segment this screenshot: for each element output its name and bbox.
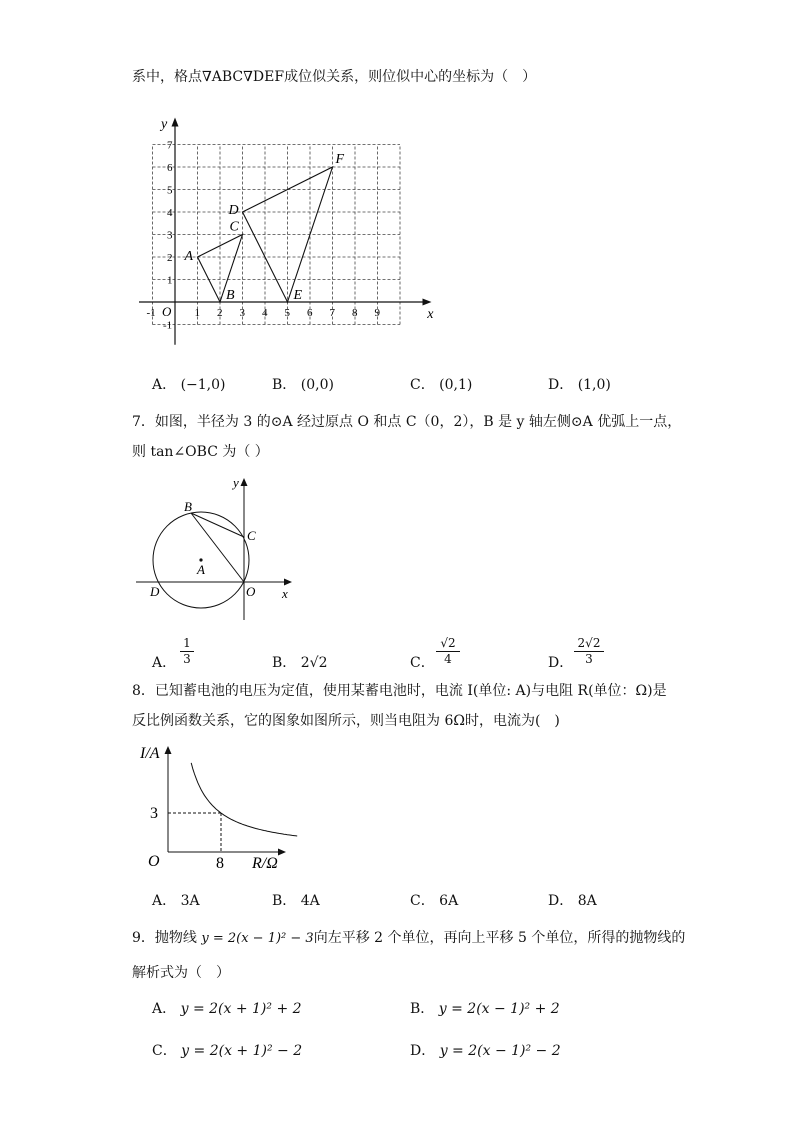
y-tick-label: 4 [167,207,173,219]
x-tick-label: -1 [146,307,156,319]
q6-option-b[interactable]: B． (0,0) [272,377,334,393]
y-axis-label: y [161,117,168,132]
q9-stem-line2: 解析式为（ ） [132,965,230,981]
q7-circle-figure [130,470,310,630]
point-label-d: D [228,203,239,218]
origin-label: O [162,304,172,319]
q8-option-c[interactable]: C． 6A [410,893,459,909]
y-tick-label: 1 [167,274,173,287]
q7-label-y: y [233,475,239,490]
q8-x-axis-label: R/Ω [252,855,278,872]
q7-option-b[interactable]: B． 2√2 [272,655,328,671]
q6-option-d[interactable]: D． (1,0) [548,377,611,393]
q8-option-a[interactable]: A． 3A [152,893,200,909]
point-label-f: F [335,152,345,167]
q7-label-d: D [150,584,160,599]
q9-option-c[interactable]: C． y = 2(x + 1)² − 2 [152,1043,303,1059]
point-label-b: B [226,288,235,303]
q8-origin: O [148,853,160,870]
y-tick-label: 7 [167,139,173,152]
x-tick-label: 7 [329,307,335,319]
y-tick-label: 2 [167,252,173,264]
q8-tick-y: 3 [150,805,158,822]
q7-label-b: B [184,499,192,514]
x-tick-label: 1 [194,307,200,319]
y-tick-label: 6 [167,162,173,174]
q6-grid-figure [140,112,434,362]
x-tick-label: 3 [239,307,245,319]
q7-label-x: x [282,586,288,601]
q8-tick-x: 8 [216,855,224,872]
y-tick-label: 5 [167,184,173,197]
point-label-a: A [184,249,194,264]
q8-stem-line2: 反比例函数关系，它的图象如图所示，则当电阻为 6Ω时，电流为( ) [132,713,560,729]
q8-option-d[interactable]: D． 8A [548,893,597,909]
q7-stem-line2: 则 tan∠OBC 为（ ） [132,444,269,460]
point-label-e: E [293,288,303,303]
q9-option-b[interactable]: B． y = 2(x − 1)² + 2 [410,1001,560,1017]
x-tick-label: 9 [374,307,380,319]
q8-stem-line1: 8．已知蓄电池的电压为定值，使用某蓄电池时，电流 I(单位: A)与电阻 R(单位：Ω)是 [132,683,667,699]
x-tick-label: 8 [352,307,358,319]
x-tick-label: 2 [217,307,223,319]
x-tick-label: 6 [307,307,313,319]
q9-option-d[interactable]: D． y = 2(x − 1)² − 2 [410,1043,561,1059]
q9-option-a[interactable]: A． y = 2(x + 1)² + 2 [152,1001,302,1017]
x-tick-label: 4 [262,307,268,319]
q6-stem: 系中，格点∇ABC∇DEF成位似关系，则位似中心的坐标为（ ） [132,69,537,85]
q9-equation: y = 2(x − 1)² − 3 [201,931,314,946]
q9-stem-line1: 9．抛物线 y = 2(x − 1)² − 3向左平移 2 个单位，再向上平移 5 个单位，所得的抛物线的 [132,930,686,946]
x-tick-label: 5 [284,307,290,319]
q7-label-c: C [247,528,256,543]
q8-y-axis-label: I/A [140,745,160,762]
q6-option-a[interactable]: A． (−1,0) [152,377,226,393]
q8-inverse-figure [140,738,300,874]
q6-option-c[interactable]: C． (0,1) [410,377,473,393]
point-label-c: C [229,219,239,235]
y-tick-label: 3 [167,229,173,242]
q7-stem-line1: 7．如图，半径为 3 的⊙A 经过原点 O 和点 C（0，2），B 是 y 轴左侧⊙A 优弧上一点， [132,414,682,430]
q7-label-a: A [197,562,205,577]
q8-option-b[interactable]: B． 4A [272,893,320,909]
q7-label-o: O [246,584,256,599]
y-tick-label: -1 [163,319,173,332]
x-axis-label: x [427,307,434,322]
